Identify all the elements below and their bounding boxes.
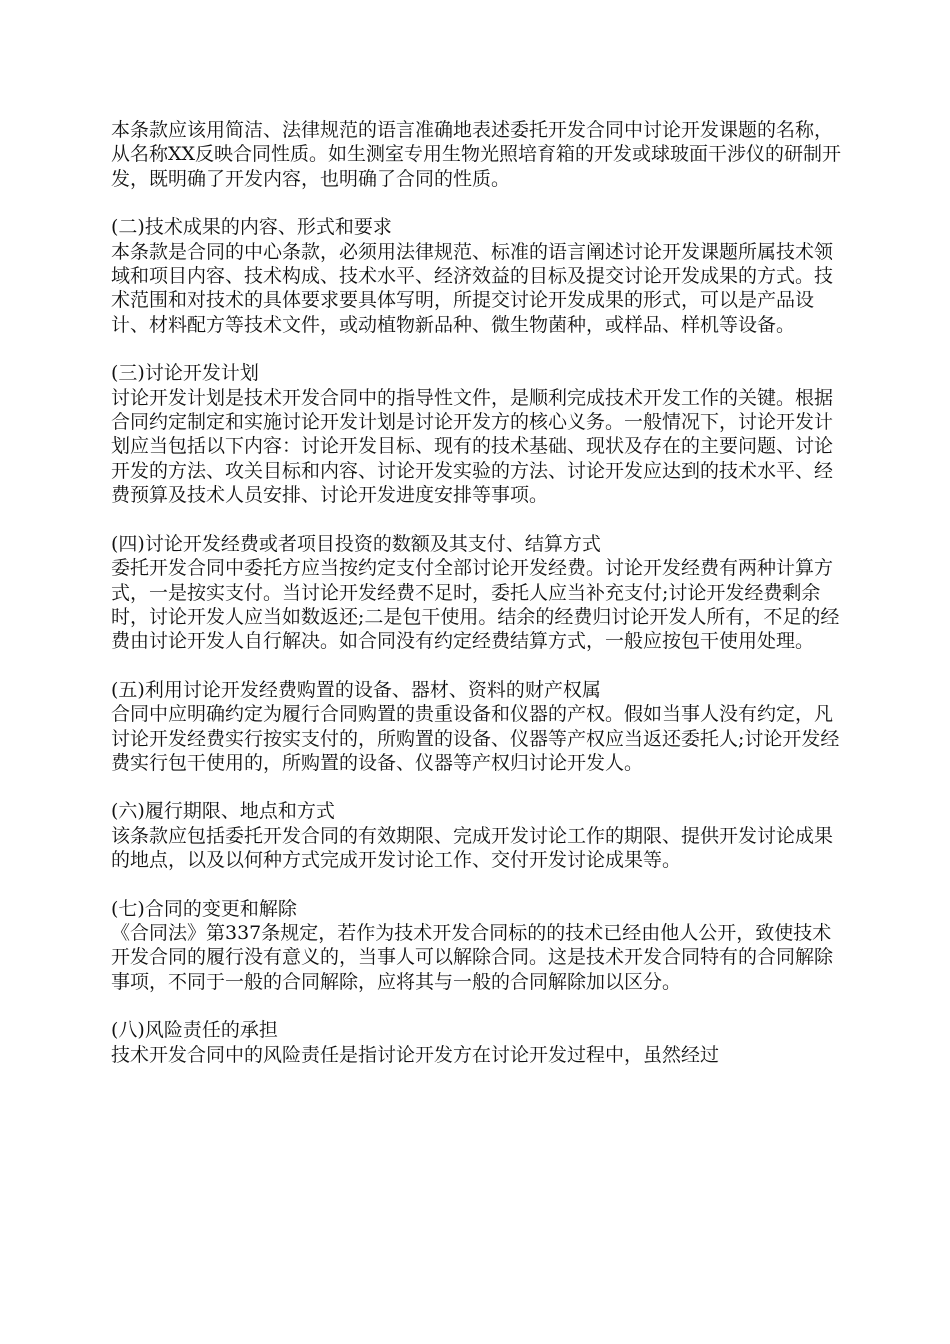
document-body (111, 118, 846, 1091)
section-body-2: 本条款是合同的中心条款，必须用法律规范、标准的语言阐述讨论开发课题所属技术领域和项目内容、技术构成、技术水平、经济效益的目标及提交讨论开发成果的方式。技术范围和对技术的具体要求要具体写明，所提交讨论开发成果的形式，可以是产品设计、材料配方等技术文件，或动植物新品种、微生物菌种，或样品、样机等设备。 (111, 240, 834, 336)
section-body-5: 合同中应明确约定为履行合同购置的贵重设备和仪器的产权。假如当事人没有约定，凡讨论开发经费实行按实支付的，所购置的设备、仪器等产权应当返还委托人;讨论开发经费实行包干使用的，所购置的设备、仪器等产权归讨论开发人。 (111, 703, 840, 774)
section-body-3: 讨论开发计划是技术开发合同中的指导性文件，是顺利完成技术开发工作的关键。根据合同约定制定和实施讨论开发计划是讨论开发方的核心义务。一般情况下，讨论开发计划应当包括以下内容：讨论开发目标、现有的技术基础、现状及存在的主要问题、讨论开发的方法、攻关目标和内容、讨论开发实验的方法、讨论开发应达到的技术水平、经费预算及技术人员安排、讨论开发进度安排等事项。 (111, 386, 834, 507)
section-heading-6: (六)履行期限、地点和方式 (111, 800, 335, 823)
section-heading-2: (二)技术成果的内容、形式和要求 (111, 216, 392, 239)
section-heading-3: (三)讨论开发计划 (111, 362, 259, 385)
section-heading-7: (七)合同的变更和解除 (111, 897, 297, 920)
intro-paragraph: 本条款应该用简洁、法律规范的语言准确地表述委托开发合同中讨论开发课题的名称，从名称XX反映合同性质。如生测室专用生物光照培育箱的开发或球玻面干涉仪的研制开发，既明确了开发内容，也明确了合同的性质。 (111, 119, 842, 190)
section-body-7: 《合同法》第337条规定，若作为技术开发合同标的的技术已经由他人公开，致使技术开发合同的履行没有意义的，当事人可以解除合同。这是技术开发合同特有的合同解除事项，不同于一般的合同解除，应将其与一般的合同解除加以区分。 (111, 921, 834, 993)
section-body-4: 委托开发合同中委托方应当按约定支付全部讨论开发经费。讨论开发经费有两种计算方式，一是按实支付。当讨论开发经费不足时，委托人应当补充支付;讨论开发经费剩余时，讨论开发人应当如数返还;二是包干使用。结余的经费归讨论开发人所有，不足的经费由讨论开发人自行解决。如合同没有约定经费结算方式，一般应按包干使用处理。 (111, 557, 840, 653)
section-heading-4: (四)讨论开发经费或者项目投资的数额及其支付、结算方式 (111, 532, 601, 555)
section-body-6: 该条款应包括委托开发合同的有效期限、完成开发讨论工作的期限、提供开发讨论成果的地点，以及以何种方式完成开发讨论工作、交付开发讨论成果等。 (111, 824, 834, 872)
section-heading-8: (八)风险责任的承担 (111, 1019, 278, 1042)
section-heading-5: (五)利用讨论开发经费购置的设备、器材、资料的财产权属 (111, 678, 601, 701)
section-body-8: 技术开发合同中的风险责任是指讨论开发方在讨论开发过程中，虽然经过 (111, 1043, 720, 1066)
